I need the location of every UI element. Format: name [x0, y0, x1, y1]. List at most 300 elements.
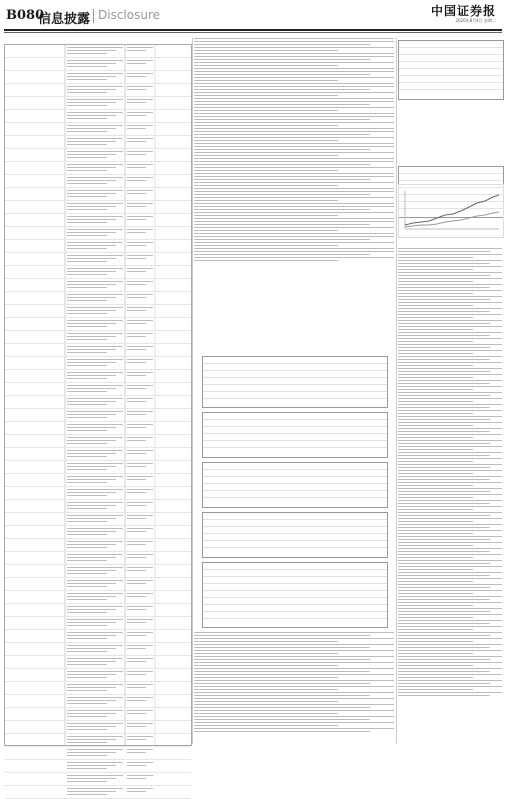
table-row	[203, 448, 387, 454]
text-line	[127, 700, 146, 701]
text-line	[127, 684, 153, 685]
text-line	[398, 269, 473, 270]
table-cell-lines	[127, 138, 153, 144]
text-line	[127, 778, 146, 779]
text-line	[127, 479, 146, 480]
text-line	[67, 216, 123, 217]
table-cell-lines	[67, 671, 123, 680]
text-line	[127, 505, 146, 506]
text-line	[67, 570, 116, 571]
text-line	[398, 365, 473, 366]
text-line	[67, 560, 107, 561]
table-cell-lines	[67, 697, 123, 706]
text-line	[67, 492, 116, 493]
text-line	[67, 661, 116, 662]
text-line	[127, 580, 153, 581]
table-cell-lines	[67, 476, 123, 485]
text-line	[67, 716, 107, 717]
text-line	[67, 456, 107, 457]
middle-text-bottom	[194, 632, 394, 738]
table-row	[399, 83, 503, 90]
text-line	[398, 461, 473, 462]
text-line	[127, 713, 146, 714]
section-title-en: Disclosure	[98, 8, 161, 22]
table-cell-lines	[67, 307, 123, 316]
text-line	[67, 424, 123, 425]
table-cell-lines	[67, 73, 123, 82]
text-line	[127, 645, 153, 646]
text-line	[127, 268, 153, 269]
text-line	[67, 664, 107, 665]
text-line	[398, 560, 502, 561]
table-row	[5, 110, 191, 123]
text-line	[127, 346, 153, 347]
text-line	[67, 658, 123, 659]
text-line	[127, 736, 153, 737]
text-line	[194, 209, 370, 210]
text-line	[398, 473, 473, 474]
text-line	[67, 765, 116, 766]
table-cell-lines	[127, 177, 153, 183]
text-line	[127, 375, 146, 376]
text-line	[127, 398, 153, 399]
middle-text-top	[194, 38, 394, 268]
table-cell-lines	[127, 255, 153, 261]
text-line	[194, 719, 370, 720]
text-line	[67, 596, 116, 597]
text-line	[398, 395, 490, 396]
table-cell-lines	[127, 489, 153, 495]
text-line	[67, 336, 116, 337]
text-line	[127, 619, 153, 620]
text-line	[398, 485, 473, 486]
table-cell-lines	[127, 684, 153, 690]
text-line	[398, 524, 502, 525]
text-line	[127, 609, 146, 610]
text-line	[194, 662, 394, 663]
text-line	[67, 541, 123, 542]
table-row	[5, 747, 191, 760]
table-cell-lines	[67, 255, 123, 264]
text-line	[398, 605, 473, 606]
table-cell-lines	[127, 411, 153, 417]
text-line	[67, 567, 123, 568]
table-row	[5, 253, 191, 266]
text-line	[194, 731, 370, 732]
text-line	[67, 768, 107, 769]
table-cell-lines	[127, 125, 153, 131]
text-line	[398, 377, 473, 378]
text-line	[67, 684, 123, 685]
text-line	[127, 362, 146, 363]
text-line	[398, 515, 490, 516]
table-row	[5, 162, 191, 175]
text-line	[194, 695, 370, 696]
text-line	[194, 128, 394, 129]
table-cell-lines	[67, 710, 123, 719]
text-line	[398, 551, 490, 552]
text-line	[67, 86, 123, 87]
table-cell-lines	[127, 99, 153, 105]
text-line	[127, 76, 146, 77]
text-line	[398, 398, 502, 399]
table-cell-lines	[67, 437, 123, 446]
text-line	[398, 323, 490, 324]
text-line	[194, 116, 394, 117]
text-line	[67, 131, 107, 132]
text-line	[67, 242, 123, 243]
text-line	[67, 788, 123, 789]
text-line	[67, 274, 107, 275]
text-line	[67, 534, 107, 535]
table-cell-lines	[67, 346, 123, 355]
text-line	[398, 548, 502, 549]
table-row	[203, 385, 387, 392]
text-line	[127, 661, 146, 662]
text-line	[194, 119, 370, 120]
left-table	[4, 44, 192, 746]
text-line	[127, 310, 146, 311]
table-row	[5, 136, 191, 149]
text-line	[398, 410, 502, 411]
table-cell-lines	[127, 229, 153, 235]
text-line	[398, 533, 473, 534]
text-line	[398, 308, 502, 309]
table-row	[203, 484, 387, 491]
table-row	[203, 570, 387, 577]
table-row	[5, 552, 191, 565]
text-line	[67, 203, 123, 204]
text-line	[398, 290, 502, 291]
text-line	[398, 275, 490, 276]
text-line	[194, 44, 370, 45]
text-line	[67, 294, 123, 295]
text-line	[194, 218, 394, 219]
text-line	[194, 113, 394, 114]
text-line	[67, 115, 116, 116]
table-cell-lines	[67, 190, 123, 199]
table-cell-lines	[127, 424, 153, 430]
text-line	[194, 233, 394, 234]
text-line	[127, 528, 153, 529]
table-cell-lines	[127, 203, 153, 209]
text-line	[398, 416, 502, 417]
text-line	[398, 608, 502, 609]
table-cell-lines	[67, 515, 123, 524]
text-line	[398, 557, 473, 558]
text-line	[398, 284, 502, 285]
text-line	[127, 164, 153, 165]
text-line	[67, 755, 107, 756]
table-cell-lines	[67, 203, 123, 212]
text-line	[194, 707, 370, 708]
table-row	[5, 526, 191, 539]
table-cell-lines	[127, 645, 153, 651]
text-line	[398, 587, 490, 588]
text-line	[398, 590, 502, 591]
text-line	[398, 407, 490, 408]
text-line	[194, 125, 338, 126]
text-line	[127, 193, 146, 194]
table-row	[5, 643, 191, 656]
text-line	[67, 112, 123, 113]
text-line	[398, 578, 502, 579]
text-line	[398, 527, 490, 528]
text-line	[194, 191, 394, 192]
table-cell-lines	[127, 710, 153, 716]
text-line	[194, 62, 394, 63]
table-cell-lines	[127, 216, 153, 222]
column-divider-2	[396, 38, 397, 744]
text-line	[398, 371, 490, 372]
text-line	[127, 245, 146, 246]
text-line	[67, 427, 116, 428]
table-cell-lines	[67, 749, 123, 758]
text-line	[398, 455, 490, 456]
text-line	[194, 137, 394, 138]
text-line	[398, 254, 502, 255]
table-cell-lines	[127, 502, 153, 508]
text-line	[398, 539, 490, 540]
text-line	[398, 263, 490, 264]
text-line	[194, 656, 394, 657]
table-row	[5, 708, 191, 721]
text-line	[67, 521, 107, 522]
text-line	[67, 479, 116, 480]
chart-grid	[405, 191, 499, 229]
table-row	[5, 201, 191, 214]
text-line	[67, 248, 107, 249]
text-line	[127, 437, 153, 438]
text-line	[67, 450, 123, 451]
table-row	[203, 577, 387, 584]
text-line	[67, 466, 116, 467]
text-line	[194, 692, 394, 693]
table-row	[203, 441, 387, 448]
table-cell-lines	[67, 619, 123, 628]
text-line	[398, 422, 502, 423]
text-line	[398, 629, 473, 630]
text-line	[194, 248, 394, 249]
table-cell-lines	[127, 151, 153, 157]
page-code: B080	[6, 8, 45, 23]
text-line	[67, 430, 107, 431]
text-line	[194, 176, 394, 177]
text-line	[127, 232, 146, 233]
table-row	[203, 498, 387, 504]
text-line	[194, 644, 394, 645]
text-line	[398, 431, 490, 432]
text-line	[398, 440, 502, 441]
text-line	[67, 791, 116, 792]
text-line	[398, 278, 502, 279]
text-line	[127, 567, 153, 568]
text-line	[67, 76, 116, 77]
text-line	[127, 203, 153, 204]
table-cell-lines	[127, 554, 153, 560]
text-line	[398, 386, 502, 387]
text-line	[398, 545, 473, 546]
text-line	[67, 687, 116, 688]
text-line	[67, 359, 123, 360]
table-cell-lines	[127, 580, 153, 586]
text-line	[398, 671, 490, 672]
table-cell-lines	[67, 762, 123, 771]
text-line	[194, 95, 338, 96]
text-line	[67, 326, 107, 327]
table-row	[5, 214, 191, 227]
text-line	[127, 765, 146, 766]
table-row	[5, 461, 191, 474]
text-line	[67, 167, 116, 168]
text-line	[194, 50, 338, 51]
table-row	[203, 434, 387, 441]
text-line	[194, 641, 338, 642]
middle-column	[194, 38, 394, 744]
text-line	[67, 388, 116, 389]
text-line	[398, 599, 490, 600]
table-row	[5, 331, 191, 344]
table-row	[5, 344, 191, 357]
text-line	[127, 63, 146, 64]
text-line	[67, 268, 123, 269]
table-row	[5, 487, 191, 500]
table-cell-lines	[67, 216, 123, 225]
text-line	[194, 77, 394, 78]
text-line	[67, 778, 116, 779]
text-line	[194, 134, 370, 135]
text-line	[398, 329, 473, 330]
table-cell-lines	[127, 359, 153, 365]
text-line	[67, 151, 123, 152]
table-row	[399, 167, 503, 174]
table-cell-lines	[67, 723, 123, 732]
text-line	[194, 86, 394, 87]
text-line	[67, 476, 123, 477]
text-line	[194, 710, 394, 711]
text-line	[398, 350, 502, 351]
table-cell-lines	[67, 450, 123, 459]
table-row	[203, 534, 387, 541]
text-line	[398, 458, 502, 459]
text-line	[67, 401, 116, 402]
text-line	[67, 554, 123, 555]
text-line	[127, 167, 146, 168]
text-line	[127, 414, 146, 415]
table-row	[203, 619, 387, 625]
text-line	[194, 53, 394, 54]
table-row	[399, 174, 503, 181]
text-line	[67, 544, 116, 545]
text-line	[127, 112, 153, 113]
text-line	[67, 73, 123, 74]
text-line	[398, 413, 473, 414]
text-line	[398, 482, 502, 483]
table-cell-lines	[127, 450, 153, 456]
text-line	[398, 689, 473, 690]
text-line	[127, 411, 153, 412]
text-line	[398, 656, 502, 657]
text-line	[194, 668, 394, 669]
text-line	[398, 359, 490, 360]
text-line	[398, 260, 502, 261]
text-line	[67, 398, 123, 399]
table-row	[203, 477, 387, 484]
text-line	[398, 617, 473, 618]
text-line	[127, 50, 146, 51]
text-line	[67, 125, 123, 126]
text-line	[127, 242, 153, 243]
text-line	[127, 47, 153, 48]
text-line	[194, 701, 338, 702]
text-line	[67, 775, 123, 776]
table-row	[203, 591, 387, 598]
table-cell-lines	[67, 112, 123, 121]
text-line	[398, 368, 502, 369]
table-row	[5, 227, 191, 240]
middle-table-5	[202, 562, 388, 628]
text-line	[194, 650, 394, 651]
text-line	[127, 606, 153, 607]
text-line	[398, 680, 502, 681]
text-line	[398, 281, 473, 282]
text-line	[398, 632, 502, 633]
table-row	[203, 612, 387, 619]
table-row	[399, 55, 503, 62]
table-row	[5, 786, 191, 799]
text-line	[398, 635, 490, 636]
text-line	[67, 443, 107, 444]
table-row	[203, 357, 387, 364]
text-line	[398, 521, 473, 522]
table-cell-lines	[127, 112, 153, 118]
table-cell-lines	[67, 47, 123, 56]
text-line	[194, 230, 338, 231]
text-line	[398, 296, 502, 297]
text-line	[398, 665, 473, 666]
text-line	[194, 245, 338, 246]
text-line	[67, 144, 107, 145]
text-line	[67, 193, 116, 194]
table-cell-lines	[67, 541, 123, 550]
table-row	[5, 409, 191, 422]
table-row	[203, 399, 387, 405]
text-line	[398, 512, 502, 513]
text-line	[398, 347, 490, 348]
text-line	[67, 297, 116, 298]
text-line	[398, 266, 502, 267]
table-cell-lines	[67, 242, 123, 251]
text-line	[127, 102, 146, 103]
text-line	[398, 569, 473, 570]
text-line	[398, 362, 502, 363]
table-cell-lines	[67, 268, 123, 277]
table-cell-lines	[67, 333, 123, 342]
text-line	[67, 206, 116, 207]
text-line	[194, 686, 394, 687]
table-cell-lines	[127, 476, 153, 482]
text-line	[67, 599, 107, 600]
text-line	[127, 635, 146, 636]
table-row	[5, 383, 191, 396]
text-line	[127, 89, 146, 90]
text-line	[67, 625, 107, 626]
text-line	[67, 671, 123, 672]
text-line	[194, 257, 394, 258]
dateline: 2020年8月4日 星期二	[455, 18, 496, 23]
text-line	[398, 389, 473, 390]
table-row	[203, 371, 387, 378]
